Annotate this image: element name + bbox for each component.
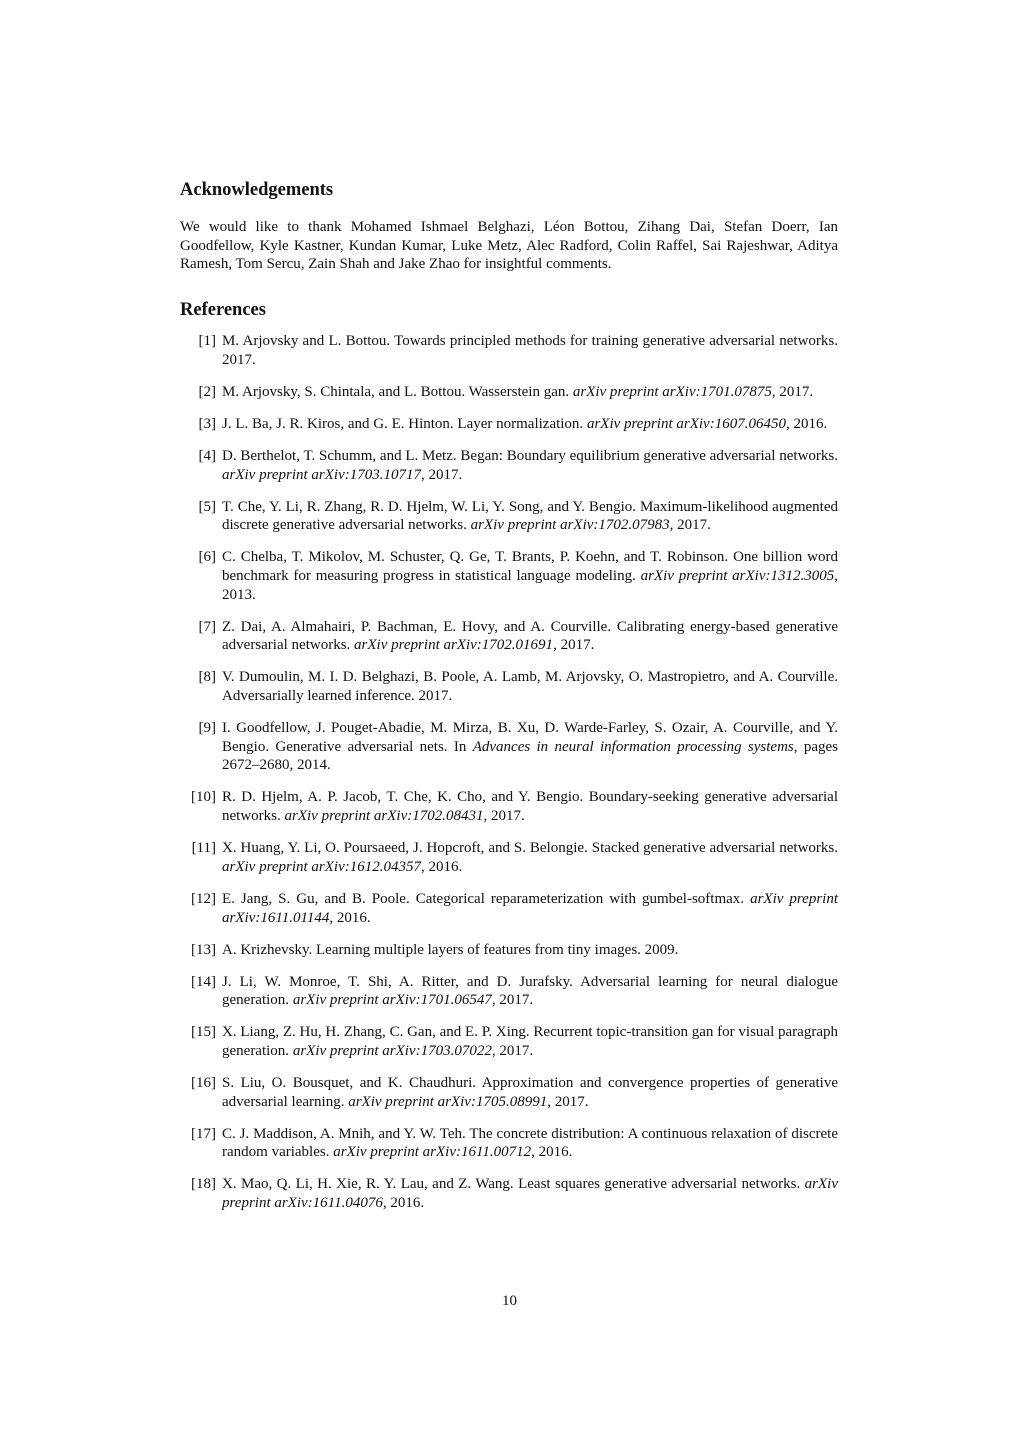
page-number: 10 <box>502 1293 517 1309</box>
reference-text <box>216 618 838 655</box>
reference-text <box>216 839 838 876</box>
reference-venue: arXiv preprint arXiv:1611.04076 <box>222 1176 838 1212</box>
reference-text: C. J. Maddison, A. Mnih, and Y. W. Teh. The concrete distribution: A continuous relaxation of discrete random variables. <box>222 1125 838 1161</box>
reference-tail: , 2016. <box>785 415 828 432</box>
reference-venue: arXiv preprint arXiv:1312.3005 <box>640 567 835 584</box>
reference-tail: , 2016. <box>382 1195 425 1212</box>
reference-venue: Advances in neural information processing systems <box>472 738 794 755</box>
reference-text: D. Berthelot, T. Schumm, and L. Metz. Began: Boundary equilibrium generative adversarial networks. <box>222 447 838 464</box>
reference-text <box>216 1074 838 1111</box>
reference-number: [3] <box>198 415 216 432</box>
reference-tail: , 2013. <box>222 567 838 603</box>
reference-tail: , 2017. <box>491 1042 534 1059</box>
reference-venue: arXiv preprint arXiv:1611.01144 <box>222 890 839 926</box>
reference-text: J. L. Ba, J. R. Kiros, and G. E. Hinton. Layer normalization. <box>222 415 587 432</box>
reference-item <box>180 973 838 1010</box>
reference-tail: , 2017. <box>421 466 463 483</box>
reference-text: M. Arjovsky and L. Bottou. Towards principled methods for training generative adversarial networks. 2017. <box>222 333 838 368</box>
reference-number: [15] <box>191 1024 216 1041</box>
reference-tail: , 2016. <box>329 909 371 926</box>
reference-text <box>216 668 838 705</box>
reference-number: [2] <box>198 383 216 400</box>
reference-text <box>216 498 838 535</box>
reference-text: X. Mao, Q. Li, H. Xie, R. Y. Lau, and Z. Wang. Least squares generative adversarial networks. <box>222 1176 805 1193</box>
reference-number: [8] <box>198 669 216 686</box>
reference-text <box>216 890 838 927</box>
reference-item <box>180 415 838 434</box>
reference-number: [7] <box>198 618 216 635</box>
reference-text <box>216 719 838 775</box>
reference-text <box>216 1023 838 1060</box>
reference-item <box>180 788 838 825</box>
reference-tail: , 2016. <box>421 858 463 875</box>
page-content <box>180 178 838 1226</box>
reference-tail: , 2017. <box>553 637 595 654</box>
reference-item <box>180 890 838 927</box>
reference-number: [5] <box>198 498 216 515</box>
acknowledgements-heading: Acknowledgements <box>180 180 334 200</box>
reference-tail: , 2017. <box>547 1093 589 1110</box>
reference-item <box>180 719 838 775</box>
reference-text <box>216 447 838 484</box>
reference-text <box>216 1175 838 1212</box>
reference-number: [10] <box>191 789 216 806</box>
reference-venue: arXiv preprint arXiv:1702.08431 <box>284 808 484 825</box>
reference-text: T. Che, Y. Li, R. Zhang, R. D. Hjelm, W. Li, Y. Song, and Y. Bengio. Maximum-likelihood augmented discrete generative adversarial networks. <box>222 498 838 534</box>
reference-item <box>180 839 838 876</box>
reference-item <box>180 383 838 402</box>
reference-item <box>180 1175 838 1212</box>
reference-venue: arXiv preprint arXiv:1612.04357 <box>222 858 422 875</box>
reference-text <box>216 1125 838 1162</box>
reference-item <box>180 941 838 960</box>
reference-venue: arXiv preprint arXiv:1607.06450 <box>586 415 786 432</box>
reference-tail: , pages 2672–2680, 2014. <box>222 738 838 774</box>
reference-item <box>180 498 838 535</box>
reference-venue: arXiv preprint arXiv:1702.07983 <box>470 517 670 534</box>
reference-number: [17] <box>191 1125 216 1142</box>
reference-item <box>180 447 838 484</box>
reference-item <box>180 1074 838 1111</box>
reference-text <box>216 415 838 434</box>
reference-text <box>216 332 838 369</box>
reference-item <box>180 618 838 655</box>
reference-number: [18] <box>191 1176 216 1193</box>
reference-number: [11] <box>191 840 216 857</box>
reference-tail: , 2017. <box>771 383 814 400</box>
reference-number: [1] <box>198 333 216 350</box>
reference-venue: arXiv preprint arXiv:1701.06547 <box>292 992 492 1009</box>
reference-tail: , 2017. <box>483 808 525 825</box>
reference-text <box>216 383 838 402</box>
reference-text <box>216 788 838 825</box>
reference-text: C. Chelba, T. Mikolov, M. Schuster, Q. Ge, T. Brants, P. Koehn, and T. Robinson. One billion word benchmark for measuring progress in statistical language modeling. <box>222 549 838 584</box>
reference-text: J. Li, W. Monroe, T. Shi, A. Ritter, and D. Jurafsky. Adversarial learning for neural dialogue generation. <box>222 973 838 1009</box>
acknowledgements-text: We would like to thank Mohamed Ishmael Belghazi, Léon Bottou, Zihang Dai, Stefan Doerr, Ian Goodfellow, Kyle Kastner, Kundan Kumar, Luke Metz, Alec Radford, Colin Raffel, Sai Rajeshwar, Aditya Ramesh, Tom Sercu, Zain Shah and Jake Zhao for insightful comments. <box>180 219 838 273</box>
reference-text: X. Huang, Y. Li, O. Poursaeed, J. Hopcroft, and S. Belongie. Stacked generative adversarial networks. <box>222 840 838 857</box>
reference-tail: , 2017. <box>491 992 534 1009</box>
reference-text: R. D. Hjelm, A. P. Jacob, T. Che, K. Cho, and Y. Bengio. Boundary-seeking generative adversarial networks. <box>222 789 838 825</box>
reference-item <box>180 548 838 604</box>
reference-text <box>216 941 838 960</box>
reference-number: [6] <box>198 549 216 566</box>
reference-text: M. Arjovsky, S. Chintala, and L. Bottou. Wasserstein gan. <box>222 383 573 400</box>
reference-text <box>216 973 838 1010</box>
reference-venue: arXiv preprint arXiv:1705.08991 <box>348 1093 548 1110</box>
reference-venue: arXiv preprint arXiv:1703.10717 <box>222 466 422 483</box>
reference-text <box>216 548 838 604</box>
reference-item <box>180 1125 838 1162</box>
reference-text: X. Liang, Z. Hu, H. Zhang, C. Gan, and E. P. Xing. Recurrent topic-transition gan for visual paragraph generation. <box>222 1024 838 1059</box>
reference-number: [12] <box>191 890 216 907</box>
reference-text: A. Krizhevsky. Learning multiple layers of features from tiny images. 2009. <box>222 941 679 958</box>
reference-venue: arXiv preprint arXiv:1701.07875 <box>572 383 772 400</box>
reference-tail: , 2016. <box>531 1144 573 1161</box>
reference-text: V. Dumoulin, M. I. D. Belghazi, B. Poole, A. Lamb, M. Arjovsky, O. Mastropietro, and A. Courville. Adversarially learned inference. 2017. <box>222 669 838 705</box>
reference-item <box>180 332 838 369</box>
reference-item <box>180 668 838 705</box>
reference-venue: arXiv preprint arXiv:1702.01691 <box>354 637 554 654</box>
reference-venue: arXiv preprint arXiv:1703.07022 <box>292 1042 492 1059</box>
reference-number: [14] <box>191 973 216 990</box>
reference-tail: , 2017. <box>669 517 711 534</box>
references-heading: References <box>180 300 266 321</box>
reference-list <box>180 332 838 1213</box>
reference-number: [9] <box>198 720 216 737</box>
reference-number: [13] <box>191 941 216 958</box>
reference-text: Z. Dai, A. Almahairi, P. Bachman, E. Hovy, and A. Courville. Calibrating energy-based generative adversarial networks. <box>222 618 838 654</box>
reference-text: S. Liu, O. Bousquet, and K. Chaudhuri. Approximation and convergence properties of generative adversarial learning. <box>222 1074 838 1110</box>
reference-text: E. Jang, S. Gu, and B. Poole. Categorical reparameterization with gumbel-softmax. <box>222 890 751 907</box>
reference-text: I. Goodfellow, J. Pouget-Abadie, M. Mirza, B. Xu, D. Warde-Farley, S. Ozair, A. Courville, and Y. Bengio. Generative adversarial nets. In <box>222 720 838 755</box>
reference-item <box>180 1023 838 1060</box>
reference-number: [4] <box>198 447 216 464</box>
reference-venue: arXiv preprint arXiv:1611.00712 <box>333 1144 532 1161</box>
reference-number: [16] <box>191 1074 216 1091</box>
